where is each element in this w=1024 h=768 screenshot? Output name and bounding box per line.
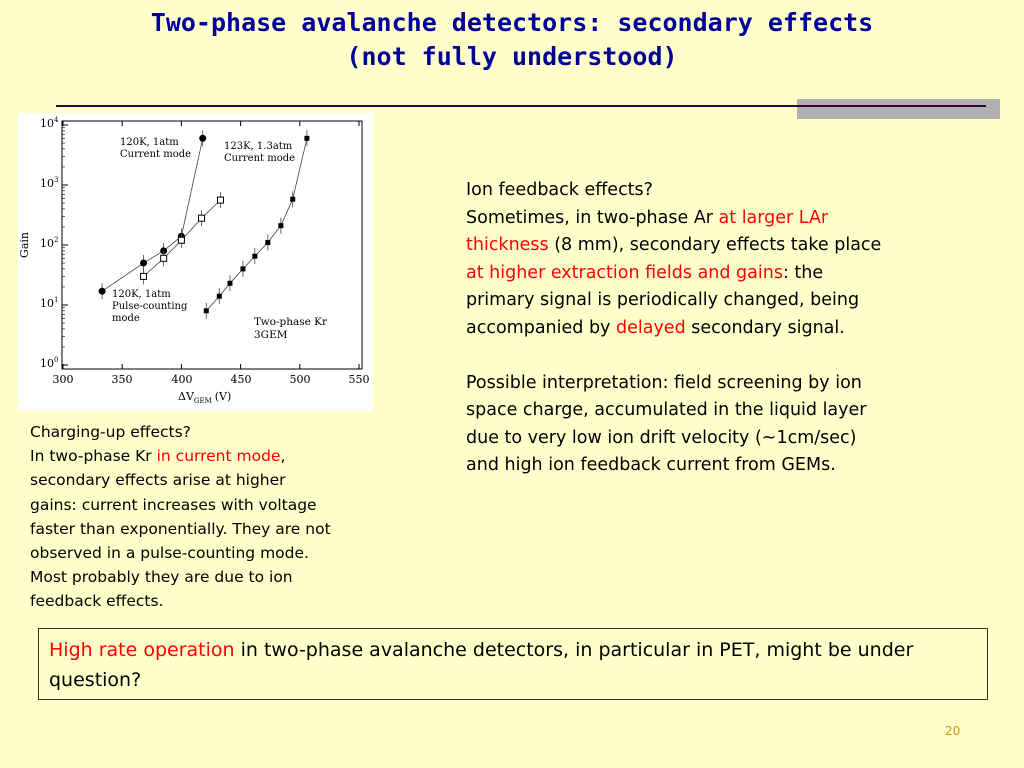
annotation-line: Pulse-counting	[112, 301, 188, 312]
annotation-current-123k	[224, 141, 295, 164]
series-line	[206, 138, 307, 311]
data-point	[217, 294, 222, 299]
title-rule-accent	[797, 99, 1000, 119]
interpretation-line: due to very low ion drift velocity (~1cm/sec)	[466, 427, 857, 448]
data-point	[199, 215, 205, 221]
interpretation-line: Possible interpretation: field screening by ion	[466, 372, 862, 393]
y-axis-label: Gain	[18, 232, 31, 258]
charging-up-line: faster than exponentially. They are not	[30, 519, 331, 538]
gain-plot-svg	[18, 113, 373, 411]
highlight-current-mode: in current mode	[156, 447, 281, 466]
y-tick-label: $10^2$	[40, 236, 59, 250]
annotation-line: 120K, 1atm	[112, 289, 171, 300]
slide-title	[0, 6, 1024, 74]
ion-feedback-line: Sometimes, in two-phase Ar at larger LAr	[466, 207, 829, 228]
annotation-line: 123K, 1.3atm	[224, 141, 293, 152]
data-point	[199, 135, 206, 142]
charging-up-line: observed in a pulse-counting mode.	[30, 544, 309, 563]
page-number: 20	[945, 724, 961, 738]
ion-feedback-line: accompanied by delayed secondary signal.	[466, 317, 845, 338]
y-tick-label: $10^0$	[40, 356, 59, 370]
y-tick-labels	[40, 116, 59, 370]
x-tick-label: 400	[171, 373, 193, 386]
charging-up-line: secondary effects arise at higher	[30, 471, 286, 490]
interpretation-line: space charge, accumulated in the liquid layer	[466, 400, 867, 420]
x-tick-label: 500	[289, 373, 311, 386]
interpretation-line: and high ion feedback current from GEMs.	[466, 455, 836, 475]
annotation-line: Two-phase Kr	[254, 316, 328, 328]
data-point	[227, 281, 232, 286]
x-tick-label: 450	[230, 373, 252, 386]
x-tick-label: 550	[348, 373, 370, 386]
charging-up-line: feedback effects.	[30, 592, 164, 611]
data-point	[304, 136, 309, 141]
charging-up-line: Most probably they are due to ion	[30, 568, 293, 587]
title-line-2: (not fully understood)	[346, 42, 678, 71]
data-point	[178, 237, 184, 243]
high-rate-note	[38, 628, 988, 700]
annotation-current-120k	[120, 137, 191, 160]
data-point	[278, 223, 283, 228]
data-point	[240, 266, 245, 271]
annotation-line: Current mode	[224, 153, 296, 164]
ion-feedback-text	[466, 177, 986, 480]
annotation-line: 3GEM	[254, 329, 288, 341]
data-point	[140, 260, 147, 267]
y-tick-label: $10^4$	[40, 116, 59, 130]
annotation-kr	[254, 316, 328, 341]
axis-ticks	[62, 121, 359, 369]
annotation-line: mode	[112, 313, 140, 324]
data-point	[99, 288, 106, 295]
data-point	[252, 254, 257, 259]
data-point	[217, 197, 223, 203]
x-tick-labels	[53, 373, 370, 386]
data-point	[161, 255, 167, 261]
charging-up-text	[30, 420, 410, 614]
highlight-high-rate: High rate operation	[49, 639, 235, 661]
data-point	[141, 273, 147, 279]
highlight-extraction-fields: at higher extraction fields and gains	[466, 262, 783, 283]
data-point	[204, 308, 209, 313]
data-point	[290, 197, 295, 202]
charging-up-line: gains: current increases with voltage	[30, 495, 317, 514]
ion-feedback-line: thickness (8 mm), secondary effects take place	[466, 235, 882, 255]
annotation-line: Current mode	[120, 149, 192, 160]
highlight-thickness: thickness	[466, 235, 549, 255]
ion-feedback-line: primary signal is periodically changed, being	[466, 290, 860, 310]
ion-feedback-line: at higher extraction fields and gains: the	[466, 262, 824, 283]
title-rule	[56, 105, 986, 107]
x-tick-label: 350	[111, 373, 133, 386]
y-tick-label: $10^3$	[40, 176, 59, 190]
data-point	[265, 240, 270, 245]
x-tick-label: 300	[52, 373, 74, 386]
title-line-1: Two-phase avalanche detectors: secondary effects	[150, 8, 874, 37]
charging-up-line: In two-phase Kr in current mode,	[30, 447, 286, 466]
x-axis-label: $\Delta V_{GEM}$ (V)	[178, 390, 232, 405]
gain-plot	[18, 113, 373, 411]
highlight-delayed: delayed	[615, 317, 686, 338]
highlight-larger-lar: at larger LAr	[718, 207, 829, 228]
ion-feedback-heading: Ion feedback effects?	[466, 180, 653, 200]
y-tick-label: $10^1$	[40, 296, 59, 310]
annotation-line: 120K, 1atm	[120, 137, 179, 148]
note-text: in two-phase avalanche detectors, in particular in PET, might be under question?	[49, 639, 914, 691]
plot-frame	[62, 121, 362, 369]
annotation-pulse-counting	[112, 289, 188, 324]
charging-up-heading: Charging-up effects?	[30, 423, 191, 441]
